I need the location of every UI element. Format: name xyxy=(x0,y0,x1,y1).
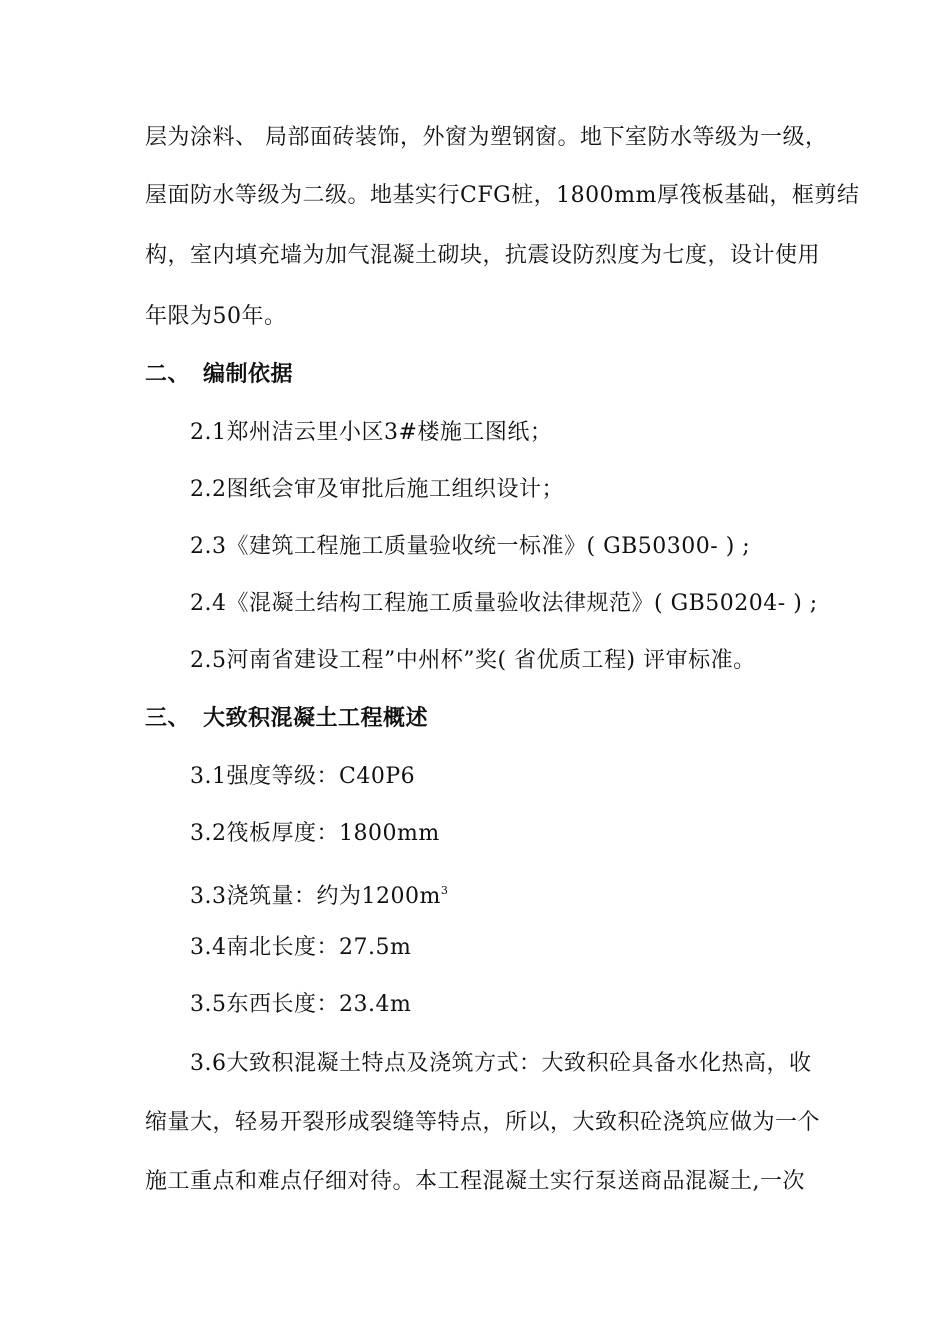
superscript: 3 xyxy=(440,884,449,897)
section-title: 大致积混凝土工程概述 xyxy=(203,706,429,731)
list-item: 2.3《建筑工程施工质量验收统一标准》( GB50300- ) ; xyxy=(190,534,751,559)
list-item: 2.5河南省建设工程”中州杯”奖( 省优质工程) 评审标准。 xyxy=(190,648,756,673)
section-number: 二、 xyxy=(145,362,191,387)
list-item: 3.1强度等级：C40P6 xyxy=(190,764,416,789)
list-item: 2.1郑州洁云里小区3#楼施工图纸； xyxy=(190,420,553,445)
paragraph-line: 层为涂料、 局部面砖装饰，外窗为塑钢窗。地下室防水等级为一级， xyxy=(145,125,828,150)
paragraph-line: 缩量大，轻易开裂形成裂缝等特点，所以，大致积砼浇筑应做为一个 xyxy=(145,1110,821,1135)
section-heading xyxy=(145,360,293,390)
section-title: 编制依据 xyxy=(203,362,294,387)
section-number: 三、 xyxy=(145,706,191,731)
paragraph-line: 屋面防水等级为二级。地基实行CFG桩，1800mm厚筏板基础，框剪结 xyxy=(145,183,860,208)
list-item: 2.4《混凝土结构工程施工质量验收法律规范》( GB50204- ) ; xyxy=(190,591,818,616)
list-item: 3.4南北长度：27.5m xyxy=(190,935,412,960)
list-item: 3.5东西长度：23.4m xyxy=(190,992,412,1017)
list-item: 2.2图纸会审及审批后施工组织设计； xyxy=(190,477,564,502)
paragraph-line: 年限为50年。 xyxy=(145,304,287,329)
paragraph-line: 3.6大致积混凝土特点及浇筑方式：大致积砼具备水化热高，收 xyxy=(190,1051,812,1076)
paragraph-line: 施工重点和难点仔细对待。本工程混凝土实行泵送商品混凝土,一次 xyxy=(145,1169,805,1194)
list-item: 3.2筏板厚度：1800mm xyxy=(190,821,440,846)
paragraph-line: 构，室内填充墙为加气混凝土砌块，抗震设防烈度为七度，设计使用 xyxy=(145,243,821,268)
list-item-text: 3.3浇筑量：约为1200m xyxy=(190,884,441,909)
list-item xyxy=(190,876,448,912)
section-heading xyxy=(145,704,428,734)
